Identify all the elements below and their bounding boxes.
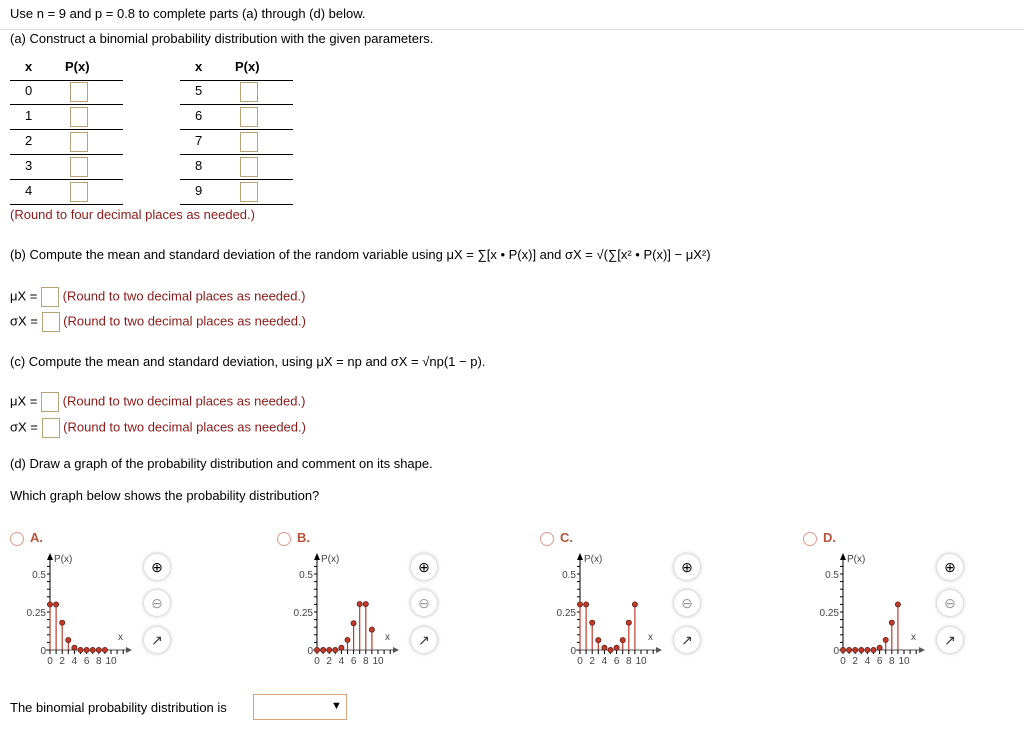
data-point xyxy=(626,620,631,625)
mean-label: μX = xyxy=(10,288,38,304)
mean-label: μX = xyxy=(10,393,38,409)
zoom-in-button[interactable] xyxy=(411,554,437,580)
x-axis-label: x xyxy=(385,632,390,643)
sd-formula: σX = √(∑[x² • P(x)] − μX²) xyxy=(564,247,711,262)
data-point xyxy=(883,637,888,642)
y-tick-label: 0.5 xyxy=(825,570,839,581)
x-tick-label: 2 xyxy=(589,656,595,667)
table-row xyxy=(10,180,123,205)
y-tick-label: 0 xyxy=(833,646,839,657)
zoom-out-icon: ⊖ xyxy=(418,595,430,611)
open-external-button[interactable] xyxy=(144,627,170,653)
table-row xyxy=(10,80,123,105)
zoom-out-button[interactable] xyxy=(937,590,963,616)
data-point xyxy=(632,602,637,607)
data-point xyxy=(357,601,362,606)
x-value: 4 xyxy=(25,183,33,198)
data-point xyxy=(577,602,582,607)
data-point xyxy=(47,602,52,607)
x-value: 3 xyxy=(25,158,33,173)
intro-text: Use n = 9 and p = 0.8 to complete parts (a) through (d) below. xyxy=(10,6,366,21)
data-point xyxy=(614,645,619,650)
data-point xyxy=(877,645,882,650)
probability-input[interactable] xyxy=(70,107,88,127)
y-axis-label: P(x) xyxy=(321,554,340,565)
data-point xyxy=(840,647,845,652)
table-header xyxy=(180,56,293,81)
x-axis-arrow-icon xyxy=(126,647,132,653)
probability-input[interactable] xyxy=(70,157,88,177)
x-axis-label: x xyxy=(911,632,916,643)
sd-label: σX = xyxy=(10,419,38,435)
table-row xyxy=(10,155,123,180)
option-c[interactable] xyxy=(540,530,573,546)
table-row xyxy=(180,180,293,205)
x-tick-label: 2 xyxy=(852,656,858,667)
part-b-sd-row xyxy=(10,312,306,332)
chart-b xyxy=(277,550,427,680)
open-external-icon: ↗ xyxy=(418,632,430,648)
zoom-out-icon: ⊖ xyxy=(944,595,956,611)
y-tick-label: 0 xyxy=(40,646,46,657)
x-tick-label: 0 xyxy=(840,656,846,667)
data-point xyxy=(620,638,625,643)
probability-input[interactable] xyxy=(240,157,258,177)
zoom-out-icon: ⊖ xyxy=(151,595,163,611)
x-tick-label: 8 xyxy=(96,656,102,667)
col-x-header: x xyxy=(195,59,203,74)
x-tick-label: 8 xyxy=(889,656,895,667)
mean-input-b[interactable] xyxy=(41,287,59,307)
x-value: 9 xyxy=(195,183,203,198)
data-point xyxy=(96,647,101,652)
x-tick-label: 0 xyxy=(577,656,583,667)
data-point xyxy=(345,637,350,642)
x-tick-label: 4 xyxy=(864,656,871,667)
x-value: 5 xyxy=(195,83,203,98)
mean-hint: (Round to two decimal places as needed.) xyxy=(62,393,306,409)
part-b-text: (b) Compute the mean and standard deviation of the random variable using xyxy=(10,247,447,262)
part-c-mean-row xyxy=(10,392,305,412)
mean-formula: μX = ∑[x • P(x)] xyxy=(446,247,537,262)
x-axis-label: x xyxy=(118,632,123,643)
zoom-out-icon: ⊖ xyxy=(681,595,693,611)
x-tick-label: 10 xyxy=(105,656,117,667)
x-axis-arrow-icon xyxy=(919,647,925,653)
y-axis-label: P(x) xyxy=(54,554,73,565)
data-point xyxy=(608,647,613,652)
open-external-button[interactable] xyxy=(411,627,437,653)
y-tick-label: 0.5 xyxy=(562,570,576,581)
option-d[interactable] xyxy=(803,530,836,546)
data-point xyxy=(859,647,864,652)
data-point xyxy=(590,620,595,625)
data-point xyxy=(321,647,326,652)
col-x-header: x xyxy=(25,59,33,74)
radio-button[interactable] xyxy=(803,532,817,546)
data-point xyxy=(66,638,71,643)
probability-input[interactable] xyxy=(240,132,258,152)
data-point xyxy=(72,645,77,650)
data-point xyxy=(314,647,319,652)
option-a[interactable] xyxy=(10,530,43,546)
data-point xyxy=(90,647,95,652)
part-c-title: (c) Compute the mean and standard deviation, using μX = np and σX = √np(1 − p). xyxy=(10,354,486,369)
probability-input[interactable] xyxy=(70,82,88,102)
zoom-in-icon: ⊕ xyxy=(418,559,430,575)
data-point xyxy=(853,647,858,652)
data-point xyxy=(369,627,374,632)
sd-hint: (Round to two decimal places as needed.) xyxy=(63,419,306,435)
x-tick-label: 6 xyxy=(83,656,90,667)
col-p-header: P(x) xyxy=(65,59,90,74)
y-axis-label: P(x) xyxy=(584,554,603,565)
chart-d xyxy=(803,550,953,680)
part-b-mean-row xyxy=(10,287,305,307)
x-tick-label: 10 xyxy=(898,656,910,667)
x-tick-label: 10 xyxy=(635,656,647,667)
x-value: 8 xyxy=(195,158,203,173)
x-tick-label: 8 xyxy=(626,656,632,667)
x-axis-arrow-icon xyxy=(393,647,399,653)
x-tick-label: 6 xyxy=(613,656,620,667)
part-a-hint: (Round to four decimal places as needed.) xyxy=(10,207,255,222)
open-external-button[interactable] xyxy=(937,627,963,653)
data-point xyxy=(333,647,338,652)
data-point xyxy=(327,647,332,652)
x-axis-label: x xyxy=(648,632,653,643)
table-row xyxy=(180,155,293,180)
x-axis-arrow-icon xyxy=(656,647,662,653)
sd-label: σX = xyxy=(10,313,38,329)
y-tick-label: 0.25 xyxy=(819,608,839,619)
zoom-in-icon: ⊕ xyxy=(944,559,956,575)
sd-hint: (Round to two decimal places as needed.) xyxy=(63,313,306,329)
mean-input-c[interactable] xyxy=(41,392,59,412)
x-tick-label: 2 xyxy=(59,656,65,667)
y-tick-label: 0 xyxy=(307,646,313,657)
probability-input[interactable] xyxy=(240,82,258,102)
col-p-header: P(x) xyxy=(235,59,260,74)
probability-input[interactable] xyxy=(70,182,88,202)
data-point xyxy=(895,602,900,607)
data-point xyxy=(602,645,607,650)
probability-input[interactable] xyxy=(240,107,258,127)
sd-input-b[interactable] xyxy=(42,312,60,332)
divider xyxy=(0,29,1024,30)
part-a-title: (a) Construct a binomial probability distribution with the given parameters. xyxy=(10,31,434,46)
y-tick-label: 0.5 xyxy=(32,570,46,581)
data-point xyxy=(847,647,852,652)
x-value: 0 xyxy=(25,83,33,98)
x-tick-label: 6 xyxy=(350,656,357,667)
data-point xyxy=(78,647,83,652)
open-external-icon: ↗ xyxy=(681,632,693,648)
zoom-out-button[interactable] xyxy=(144,590,170,616)
y-axis-arrow-icon xyxy=(577,553,583,560)
zoom-in-icon: ⊕ xyxy=(151,559,163,575)
y-axis-label: P(x) xyxy=(847,554,866,565)
x-value: 7 xyxy=(195,133,203,148)
x-tick-label: 4 xyxy=(71,656,78,667)
radio-button[interactable] xyxy=(10,532,24,546)
open-external-icon: ↗ xyxy=(151,632,163,648)
x-value: 6 xyxy=(195,108,203,123)
table-row xyxy=(180,130,293,155)
y-tick-label: 0.5 xyxy=(299,570,313,581)
probability-input[interactable] xyxy=(240,182,258,202)
radio-button[interactable] xyxy=(277,532,291,546)
x-tick-label: 0 xyxy=(314,656,320,667)
y-tick-label: 0.25 xyxy=(556,608,576,619)
radio-button[interactable] xyxy=(540,532,554,546)
y-axis-arrow-icon xyxy=(840,553,846,560)
option-b[interactable] xyxy=(277,530,310,546)
data-point xyxy=(865,647,870,652)
open-external-button[interactable] xyxy=(674,627,700,653)
open-external-icon: ↗ xyxy=(944,632,956,648)
data-point xyxy=(84,647,89,652)
sd-input-c[interactable] xyxy=(42,418,60,438)
table-row xyxy=(10,105,123,130)
data-point xyxy=(351,621,356,626)
x-tick-label: 6 xyxy=(876,656,883,667)
part-d-question: Which graph below shows the probability distribution? xyxy=(10,488,320,503)
zoom-in-button[interactable] xyxy=(674,554,700,580)
zoom-in-button[interactable] xyxy=(144,554,170,580)
x-tick-label: 4 xyxy=(338,656,345,667)
data-point xyxy=(60,620,65,625)
table-row xyxy=(180,80,293,105)
y-tick-label: 0.25 xyxy=(26,608,46,619)
and-text: and xyxy=(536,247,565,262)
data-point xyxy=(584,602,589,607)
y-tick-label: 0 xyxy=(570,646,576,657)
data-point xyxy=(889,620,894,625)
x-tick-label: 2 xyxy=(326,656,332,667)
x-value: 1 xyxy=(25,108,33,123)
table-row xyxy=(180,105,293,130)
zoom-out-button[interactable] xyxy=(674,590,700,616)
option-label: B. xyxy=(297,530,310,545)
data-point xyxy=(596,638,601,643)
chart-c xyxy=(540,550,690,680)
data-point xyxy=(339,645,344,650)
mean-hint: (Round to two decimal places as needed.) xyxy=(62,288,306,304)
zoom-out-button[interactable] xyxy=(411,590,437,616)
distribution-shape-select[interactable] xyxy=(253,694,347,720)
zoom-in-button[interactable] xyxy=(937,554,963,580)
y-tick-label: 0.25 xyxy=(293,608,313,619)
part-c-sd-row xyxy=(10,418,306,438)
option-label: A. xyxy=(30,530,43,545)
y-axis-arrow-icon xyxy=(314,553,320,560)
x-tick-label: 0 xyxy=(47,656,53,667)
probability-input[interactable] xyxy=(70,132,88,152)
option-label: C. xyxy=(560,530,573,545)
data-point xyxy=(363,601,368,606)
table-row xyxy=(10,130,123,155)
dropdown-arrow-icon: ▼ xyxy=(331,700,342,712)
footer-label: The binomial probability distribution is xyxy=(10,700,227,715)
zoom-in-icon: ⊕ xyxy=(681,559,693,575)
x-tick-label: 10 xyxy=(372,656,384,667)
x-value: 2 xyxy=(25,133,33,148)
y-axis-arrow-icon xyxy=(47,553,53,560)
x-tick-label: 4 xyxy=(601,656,608,667)
data-point xyxy=(54,602,59,607)
part-b-title xyxy=(10,247,711,262)
x-tick-label: 8 xyxy=(363,656,369,667)
data-point xyxy=(871,647,876,652)
option-label: D. xyxy=(823,530,836,545)
data-point xyxy=(102,647,107,652)
part-d-title: (d) Draw a graph of the probability distribution and comment on its shape. xyxy=(10,456,433,471)
chart-a xyxy=(10,550,160,680)
table-header xyxy=(10,56,123,81)
